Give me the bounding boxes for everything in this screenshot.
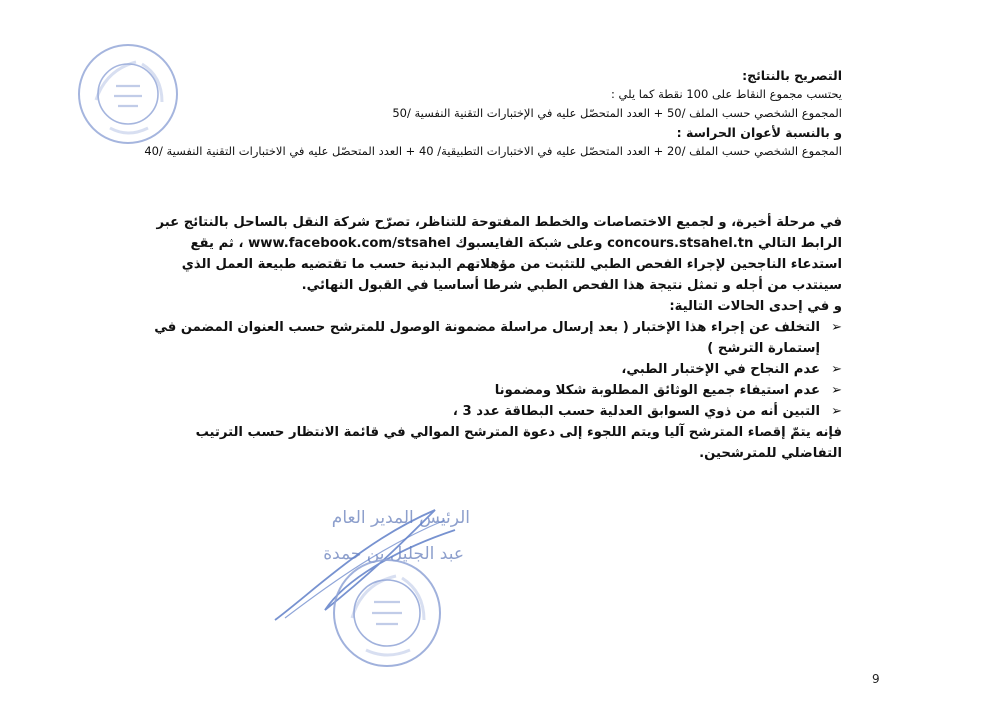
conclusion-paragraph: فإنه يتمّ إقصاء المترشح آليا ويتم اللجوء إلى دعوة المترشح الموالي في قائمة الانتظار حسب الترتيب التفاضلي للمترشحين. — [195, 425, 842, 461]
page-number: 9 — [872, 672, 880, 686]
signatory-title: الرئيس المدير العام — [331, 508, 470, 528]
arrow-bullet-icon: ➢ — [831, 383, 842, 398]
results-section — [142, 66, 842, 161]
guards-heading: و بالنسبة لأعوان الحراسة : — [676, 125, 842, 140]
arrow-bullet-icon: ➢ — [831, 404, 842, 419]
results-heading: التصريح بالنتائج: — [742, 68, 842, 83]
company-stamp-icon — [330, 556, 444, 670]
list-item: ➢ عدم استيفاء جميع الوثائق المطلوبة شكلا ومضمونا — [142, 380, 842, 401]
final-stage-paragraph: في مرحلة أخيرة، و لجميع الاختصاصات والخطط المفتوحة للتناظر، تصرّح شركة النقل بالساحل بالنتائج عبر الرابط التالي concours.stsahel.tn وعلى شبكة الفايسبوك www.facebook.com/stsahel ، ثم يقع استدعاء الناجحين لإجراء الفحص الطبي للتثبت من مؤهلاتهم البدنية حسب ما تقتضيه طبيعة العمل الذي سينتدب من أجله و تمثل نتيجة هذا الفحص الطبي شرطا أساسيا في القبول النهائي. — [156, 215, 842, 293]
list-item: ➢ التخلف عن إجراء هذا الإختبار ( بعد إرسال مراسلة مضمونة الوصول للمترشح حسب العنوان المضمن في إستمارة الترشح ) — [142, 317, 842, 359]
arrow-bullet-icon: ➢ — [831, 362, 842, 377]
list-item: ➢ التبين أنه من ذوي السوابق العدلية حسب البطاقة عدد 3 ، — [142, 401, 842, 422]
list-item: ➢ عدم النجاح في الإختبار الطبي، — [142, 359, 842, 380]
results-line-formula: المجموع الشخصي حسب الملف /50 + العدد المتحصّل عليه في الإختبارات التقنية النفسية /50 — [392, 106, 842, 120]
arrow-bullet-icon: ➢ — [831, 320, 842, 335]
cases-intro: و في إحدى الحالات التالية: — [669, 299, 842, 314]
cases-list — [142, 317, 842, 422]
guards-formula: المجموع الشخصي حسب الملف /20 + العدد المتحصّل عليه في الاختبارات التطبيقية/ 40 + العدد المتحصّل عليه في الاختبارات التقنية النفسية /40 — [144, 144, 842, 158]
results-line-total: يحتسب مجموع النقاط على 100 نقطة كما يلي : — [611, 87, 842, 101]
signatory-name: عبد الجليل بن حمدة — [323, 544, 464, 564]
main-body — [142, 212, 842, 464]
